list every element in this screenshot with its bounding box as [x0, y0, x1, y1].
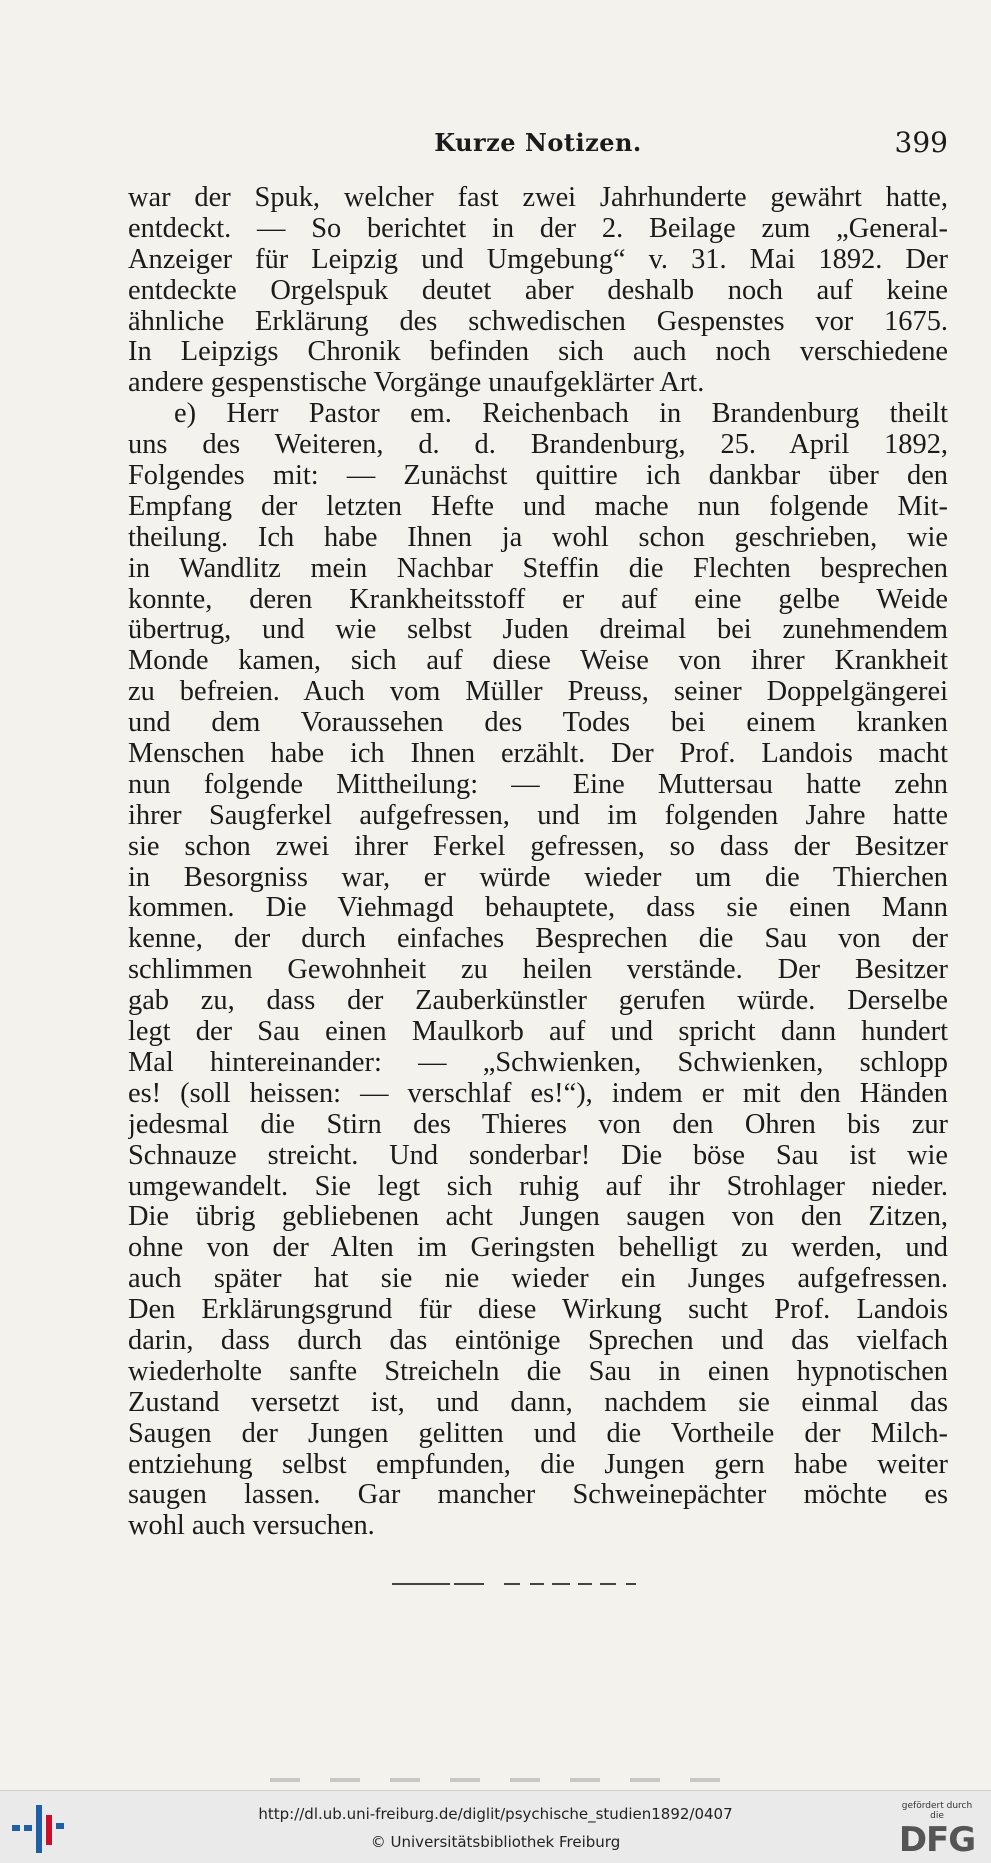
text-line: Anzeiger für Leipzig und Umgebung“ v. 31. Mai 1892. Der [128, 244, 948, 275]
text-line: auch später hat sie nie wieder ein Junges aufgefressen. [128, 1264, 948, 1295]
text-line: entdeckte Orgelspuk deutet aber deshalb noch auf keine [128, 275, 948, 306]
text-line: ähnliche Erklärung des schwedischen Gespenstes vor 1675. [128, 306, 948, 337]
permalink-url[interactable]: http://dl.ub.uni-freiburg.de/diglit/psychische_studien1892/0407 [258, 1805, 733, 1823]
running-head [128, 128, 948, 164]
dfg-logo-text: DFG [898, 1820, 976, 1860]
text-line: e) Herr Pastor em. Reichenbach in Brandenburg theilt [174, 399, 948, 430]
text-line: Schnauze streicht. Und sonderbar! Die böse Sau ist wie [128, 1140, 948, 1171]
text-line: wohl auch versuchen. [128, 1511, 375, 1542]
text-line: sie schon zwei ihrer Ferkel gefressen, so dass der Besitzer [128, 831, 948, 862]
text-line: kenne, der durch einfaches Besprechen die Sau von der [128, 924, 948, 955]
text-line: In Leipzigs Chronik befinden sich auch noch verschiedene [128, 337, 948, 368]
text-line: Zustand versetzt ist, und dann, nachdem sie einmal das [128, 1387, 948, 1418]
text-line: andere gespenstische Vorgänge unaufgeklärter Art. [128, 368, 705, 399]
text-line: es! (soll heissen: — verschlaf es!“), indem er mit den Händen [128, 1078, 948, 1109]
text-line: jedesmal die Stirn des Thieres von den Ohren bis zur [128, 1109, 948, 1140]
text-line: konnte, deren Krankheitsstoff er auf eine gelbe Weide [128, 584, 948, 615]
text-line: war der Spuk, welcher fast zwei Jahrhunderte gewährt hatte, [128, 183, 948, 213]
body-text [128, 183, 948, 1542]
copyright-notice: © Universitätsbibliothek Freiburg [370, 1833, 621, 1851]
text-line: uns des Weiteren, d. d. Brandenburg, 25. April 1892, [128, 430, 948, 461]
text-line: legt der Sau einen Maulkorb auf und spricht dann hundert [128, 1017, 948, 1048]
viewer-footer [0, 1790, 991, 1863]
text-line: entdeckt. — So berichtet in der 2. Beilage zum „General- [128, 213, 948, 244]
text-line: gab zu, dass der Zauberkünstler gerufen würde. Derselbe [128, 986, 948, 1017]
text-line: Die übrig gebliebenen acht Jungen saugen von den Zitzen, [128, 1202, 948, 1233]
text-line: entziehung selbst empfunden, die Jungen gern habe weiter [128, 1449, 948, 1480]
text-line: Saugen der Jungen gelitten und die Vortheile der Milch- [128, 1418, 948, 1449]
page-number: 399 [894, 126, 948, 159]
section-divider [392, 1581, 648, 1587]
text-line: in Wandlitz mein Nachbar Steffin die Flechten besprechen [128, 553, 948, 584]
text-line: darin, dass durch das eintönige Sprechen und das vielfach [128, 1325, 948, 1356]
text-line: Folgendes mit: — Zunächst quittire ich dankbar über den [128, 461, 948, 492]
text-line: Mal hintereinander: — „Schwienken, Schwienken, schlopp [128, 1047, 948, 1078]
text-line: ihrer Saugferkel aufgefressen, und im folgenden Jahre hatte [128, 800, 948, 831]
text-line: zu befreien. Auch vom Müller Preuss, seiner Doppelgängerei [128, 677, 948, 708]
text-line: Den Erklärungsgrund für diese Wirkung sucht Prof. Landois [128, 1295, 948, 1326]
text-line: ohne von der Alten im Geringsten behelligt zu werden, und [128, 1233, 948, 1264]
text-line: schlimmen Gewohnheit zu heilen verstände. Der Besitzer [128, 955, 948, 986]
dfg-funding-label: gefördert durch die [901, 1801, 973, 1821]
text-line: Monde kamen, sich auf diese Weise von ihrer Krankheit [128, 646, 948, 677]
text-line: und dem Voraussehen des Todes bei einem kranken [128, 708, 948, 739]
text-line: Empfang der letzten Hefte und mache nun folgende Mit- [128, 491, 948, 522]
bleed-through-line [270, 1778, 740, 1782]
text-line: wiederholte sanfte Streicheln die Sau in einen hypnotischen [128, 1356, 948, 1387]
dfg-logo[interactable] [897, 1801, 977, 1859]
text-line: umgewandelt. Sie legt sich ruhig auf ihr Strohlager nieder. [128, 1171, 948, 1202]
text-line: saugen lassen. Gar mancher Schweinepächter möchte es [128, 1480, 948, 1511]
text-line: übertrug, und wie selbst Juden dreimal bei zunehmendem [128, 615, 948, 646]
text-line: nun folgende Mittheilung: — Eine Muttersau hatte zehn [128, 769, 948, 800]
text-line: in Besorgniss war, er würde wieder um die Thierchen [128, 862, 948, 893]
text-line: kommen. Die Viehmagd behauptete, dass sie einen Mann [128, 893, 948, 924]
text-line: theilung. Ich habe Ihnen ja wohl schon geschrieben, wie [128, 522, 948, 553]
running-title: Kurze Notizen. [434, 128, 642, 157]
text-line: Menschen habe ich Ihnen erzählt. Der Prof. Landois macht [128, 739, 948, 770]
